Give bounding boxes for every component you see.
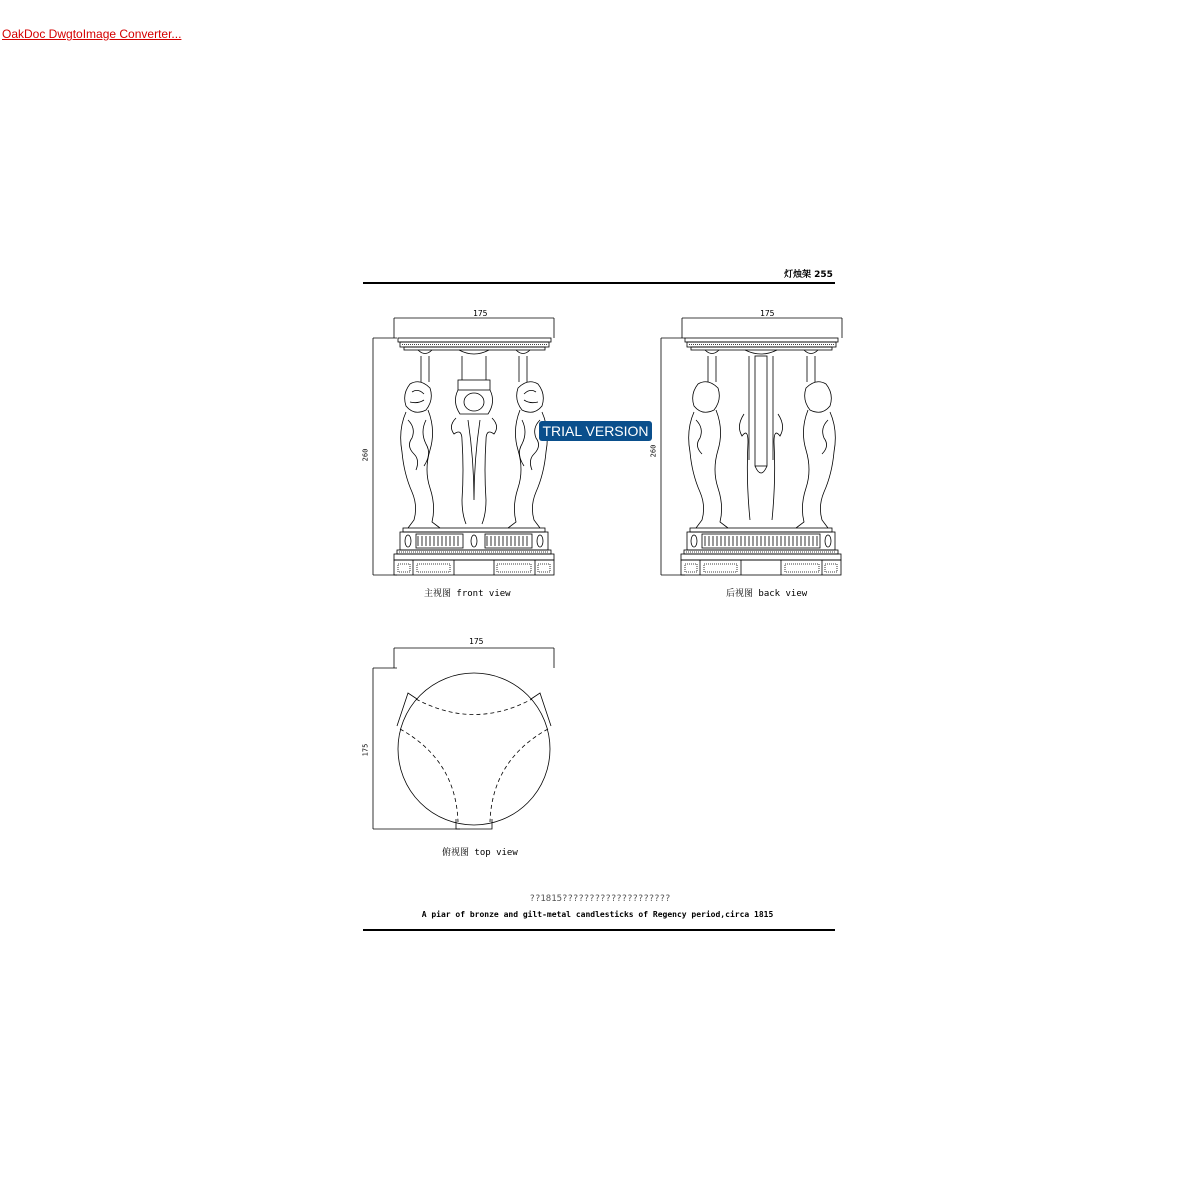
caption-chinese: ??1815???????????????????? bbox=[529, 894, 671, 904]
front-view-drawing bbox=[373, 318, 554, 575]
front-view-label: 主视图 front view bbox=[424, 589, 511, 599]
trial-version-stamp: TRIAL VERSION bbox=[539, 421, 652, 441]
top-height-label: 175 bbox=[361, 743, 370, 757]
front-height-label: 260 bbox=[361, 448, 370, 462]
caption-english: A piar of bronze and gilt-metal candlesticks of Regency period,circa 1815 bbox=[421, 910, 774, 919]
back-view-label: 后视图 back view bbox=[726, 589, 808, 599]
top-width-label: 175 bbox=[469, 637, 484, 646]
back-view-drawing bbox=[661, 318, 842, 575]
converter-link[interactable]: OakDoc DwgtoImage Converter... bbox=[2, 27, 182, 41]
top-view-drawing bbox=[373, 648, 554, 829]
front-width-label: 175 bbox=[473, 309, 488, 318]
back-height-label: 260 bbox=[649, 444, 658, 458]
page-header: 灯烛架 255 bbox=[784, 270, 833, 280]
top-view-label: 俯视图 top view bbox=[442, 848, 518, 858]
back-width-label: 175 bbox=[760, 309, 775, 318]
